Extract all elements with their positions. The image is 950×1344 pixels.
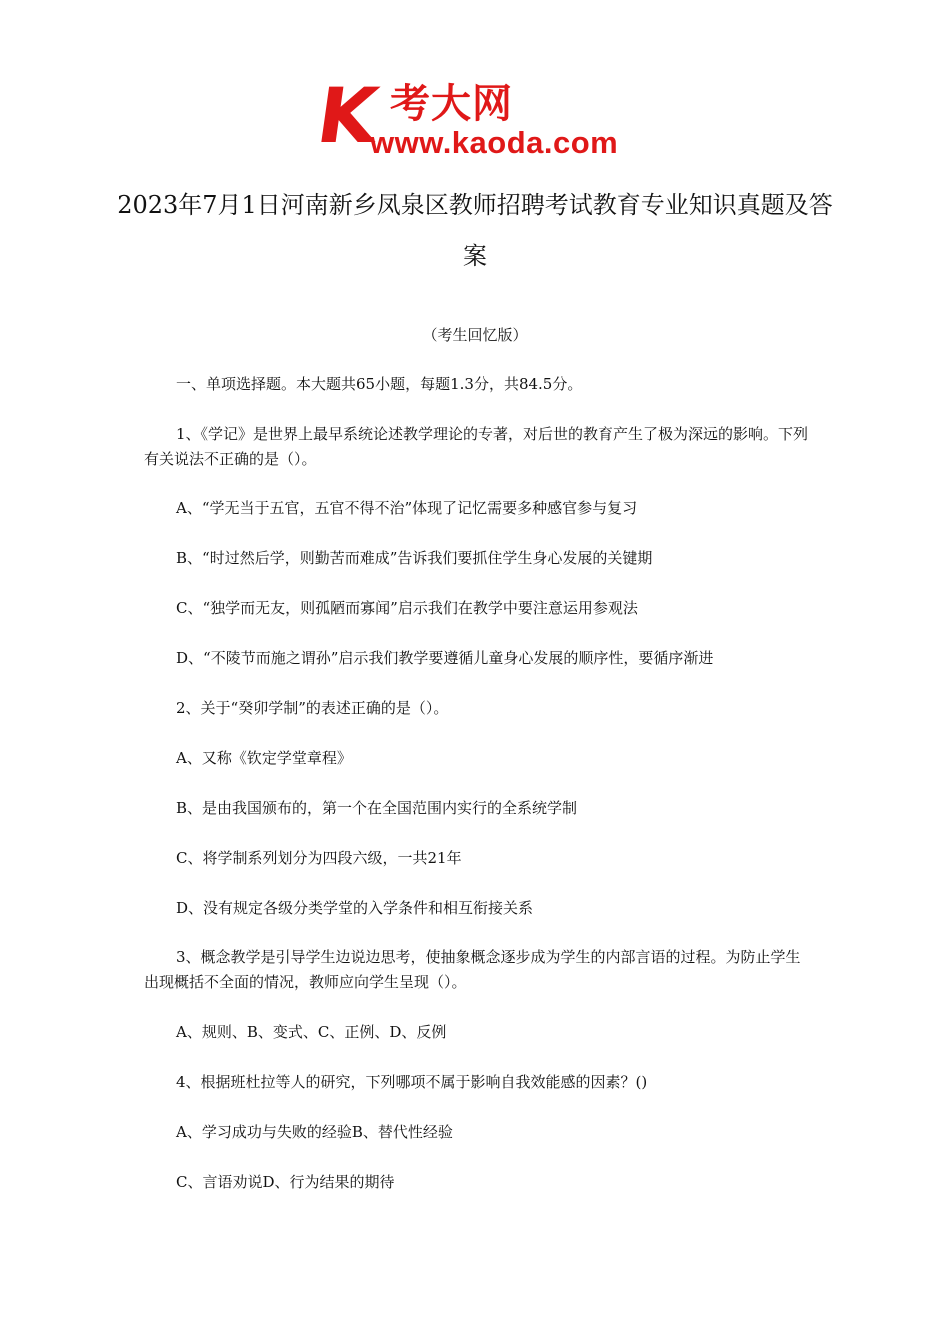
question-2-option-b: B、是由我国颁布的，第一个在全国范围内实行的全系统学制 (176, 799, 578, 817)
document-subtitle: （考生回忆版） (422, 326, 528, 344)
question-1-option-c: C、“独学而无友，则孤陋而寡闻”启示我们在教学中要注意运用参观法 (176, 599, 638, 617)
logo-url: www.kaoda.com (370, 125, 619, 160)
question-2-option-a: A、又称《钦定学堂章程》 (176, 749, 352, 767)
logo-k-letter: K (311, 71, 384, 160)
question-2-option-d: D、没有规定各级分类学堂的入学条件和相互衔接关系 (176, 899, 534, 917)
question-stem-2: 2、关于“癸卯学制”的表述正确的是（）。 (176, 699, 449, 717)
question-4-options-ab: A、学习成功与失败的经验B、替代性经验 (176, 1123, 453, 1141)
question-stem-3: 3、概念教学是引导学生边说边思考，使抽象概念逐步成为学生的内部言语的过程。为防止学生出现概括不全面的情况，教师应向学生呈现（）。 (144, 948, 801, 991)
question-stem-1: 1、《学记》是世界上最早系统论述教学理论的专著，对后世的教育产生了极为深远的影响。下列有关说法不正确的是（）。 (144, 425, 809, 468)
question-4-options-cd: C、言语劝说D、行为结果的期待 (176, 1173, 395, 1191)
question-2-option-c: C、将学制系列划分为四段六级，一共21年 (176, 849, 462, 867)
question-stem-4: 4、根据班杜拉等人的研究，下列哪项不属于影响自我效能感的因素？() (176, 1073, 648, 1091)
question-1-option-a: A、“学无当于五官，五官不得不治”体现了记忆需要多种感官参与复习 (176, 499, 638, 517)
question-3-options: A、规则、B、变式、C、正例、D、反例 (176, 1023, 447, 1041)
document-title: 2023年7月1日河南新乡凤泉区教师招聘考试教育专业知识真题及答案 (117, 191, 833, 270)
question-1-option-b: B、“时过然后学，则勤苦而难成”告诉我们要抓住学生身心发展的关键期 (176, 549, 653, 567)
kaoda-logo (311, 71, 638, 160)
question-1-option-d: D、“不陵节而施之谓孙”启示我们教学要遵循儿童身心发展的顺序性，要循序渐进 (176, 649, 714, 667)
section-heading: 一、单项选择题。本大题共65小题，每题1.3分，共84.5分。 (176, 375, 583, 393)
logo-chinese-name: 考大网 (390, 81, 513, 127)
